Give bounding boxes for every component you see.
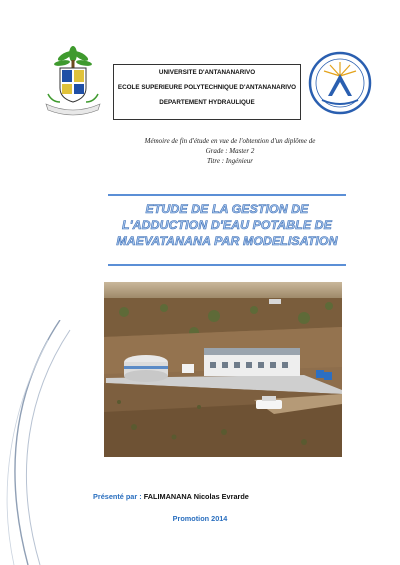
thesis-description (110, 136, 350, 166)
university-name: UNIVERSITE D'ANTANANARIVO (158, 69, 256, 76)
institution-header (113, 64, 301, 120)
polytechnic-logo-icon (304, 50, 376, 116)
department-name: DEPARTEMENT HYDRAULIQUE (159, 99, 255, 106)
university-crest-icon (40, 44, 106, 116)
memoire-line-diploma: Mémoire de fin d'étude en vue de l'obtention d'un diplôme de (144, 137, 316, 145)
author-name: FALIMANANA Nicolas Evrarde (143, 492, 249, 501)
title-top-rule (108, 194, 346, 196)
school-name: ECOLE SUPERIEURE POLYTECHNIQUE D'ANTANANARIVO (117, 84, 297, 91)
thesis-title (108, 201, 346, 249)
aerial-water-treatment-plant-photo (104, 282, 342, 457)
title-bottom-rule (108, 264, 346, 266)
presented-label: Présenté par : (93, 492, 142, 501)
memoire-line-titre: Titre : Ingénieur (206, 157, 253, 165)
decorative-swoosh (0, 320, 80, 565)
title-line-2: L'ADDUCTION D'EAU POTABLE DE (122, 218, 332, 232)
title-line-1: ETUDE DE LA GESTION DE (145, 202, 309, 216)
memoire-line-grade: Grade : Master 2 (205, 147, 255, 155)
presented-by (93, 492, 249, 501)
promotion-year: Promotion 2014 (172, 514, 228, 523)
title-line-3: MAEVATANANA PAR MODELISATION (116, 234, 338, 248)
